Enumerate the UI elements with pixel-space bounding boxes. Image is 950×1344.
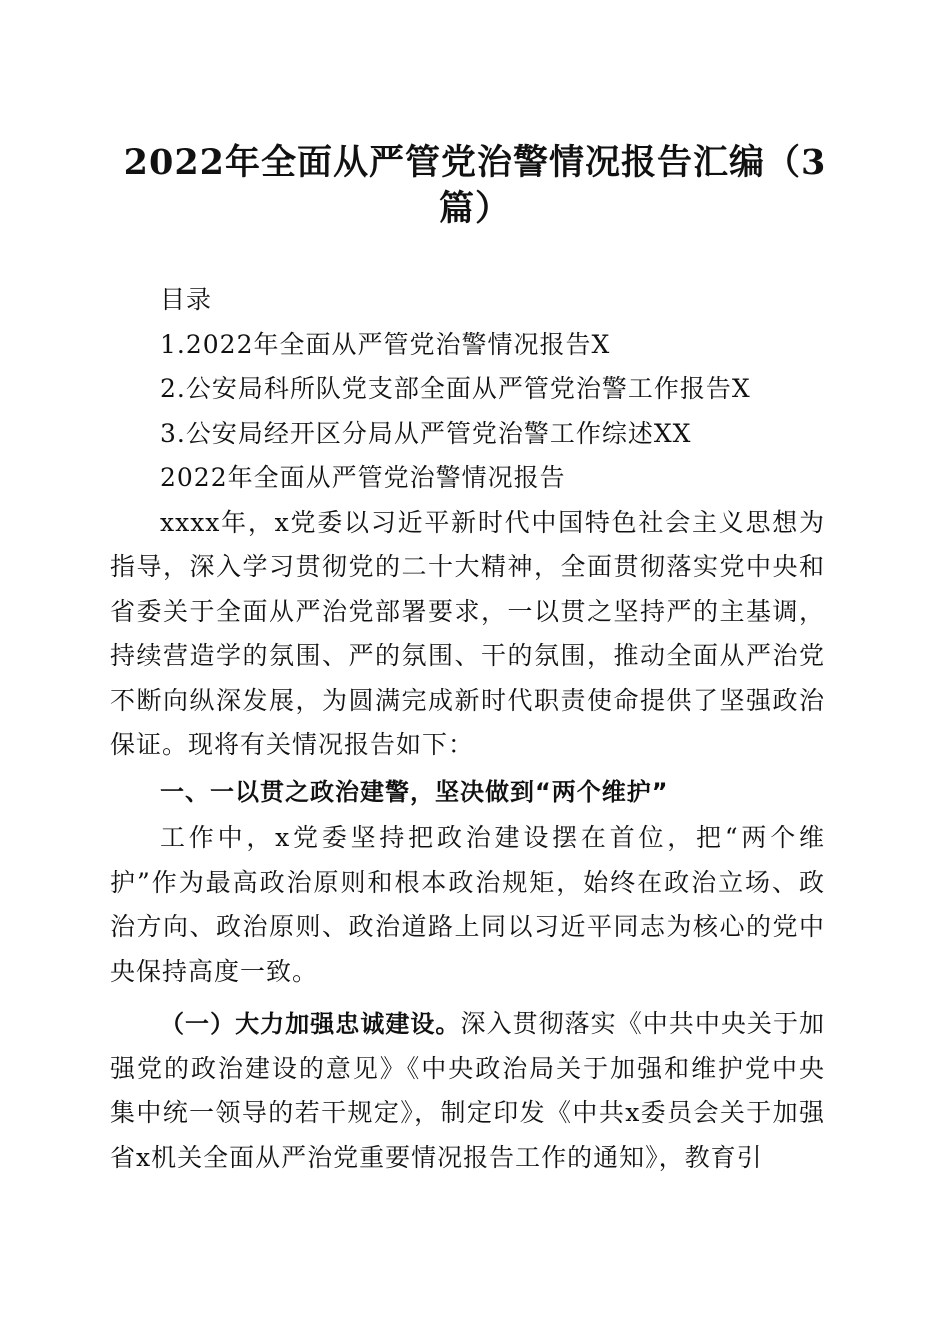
toc-item-1: 1.2022年全面从严管党治警情况报告X <box>160 329 611 359</box>
document-title-line-1: 2022年全面从严管党治警情况报告汇编（3 <box>123 142 827 183</box>
document-title <box>110 140 840 232</box>
document-body <box>110 278 825 1180</box>
subsection-1-paragraph <box>110 1002 825 1180</box>
section-1-paragraph: 工作中，x党委坚持把政治建设摆在首位，把“两个维护”作为最高政治原则和根本政治规矩，始终在政治立场、政治方向、政治原则、政治道路上同以习近平同志为核心的党中央保持高度一致。 <box>110 823 825 986</box>
report-title: 2022年全面从严管党治警情况报告 <box>160 463 566 492</box>
subsection-1-label: （一）大力加强忠诚建设。 <box>160 1010 461 1038</box>
intro-paragraph: xxxx年，x党委以习近平新时代中国特色社会主义思想为指导，深入学习贯彻党的二十大精神，全面贯彻落实党中央和省委关于全面从严治党部署要求，一以贯之坚持严的主基调，持续营造学的氛围、严的氛围、干的氛围，推动全面从严治党不断向纵深发展，为圆满完成新时代职责使命提供了坚强政治保证。现将有关情况报告如下： <box>110 507 825 759</box>
toc-item-2: 2.公安局科所队党支部全面从严管党治警工作报告X <box>160 374 751 403</box>
section-1-heading: 一、一以贯之政治建警，坚决做到“两个维护” <box>160 777 669 806</box>
document-title-line-2: 篇） <box>438 188 511 229</box>
toc-heading: 目录 <box>160 285 213 314</box>
subsection-1-text: 深入贯彻落实《中共中央关于加强党的政治建设的意见》《中央政治局关于加强和维护党中央集中统一领导的若干规定》，制定印发《中共x委员会关于加强省x机关全面从严治党重要情况报告工作的通知》，教育引 <box>110 1009 825 1172</box>
paragraph-gap <box>110 994 825 1002</box>
toc-item-3: 3.公安局经开区分局从严管党治警工作综述XX <box>160 418 692 448</box>
